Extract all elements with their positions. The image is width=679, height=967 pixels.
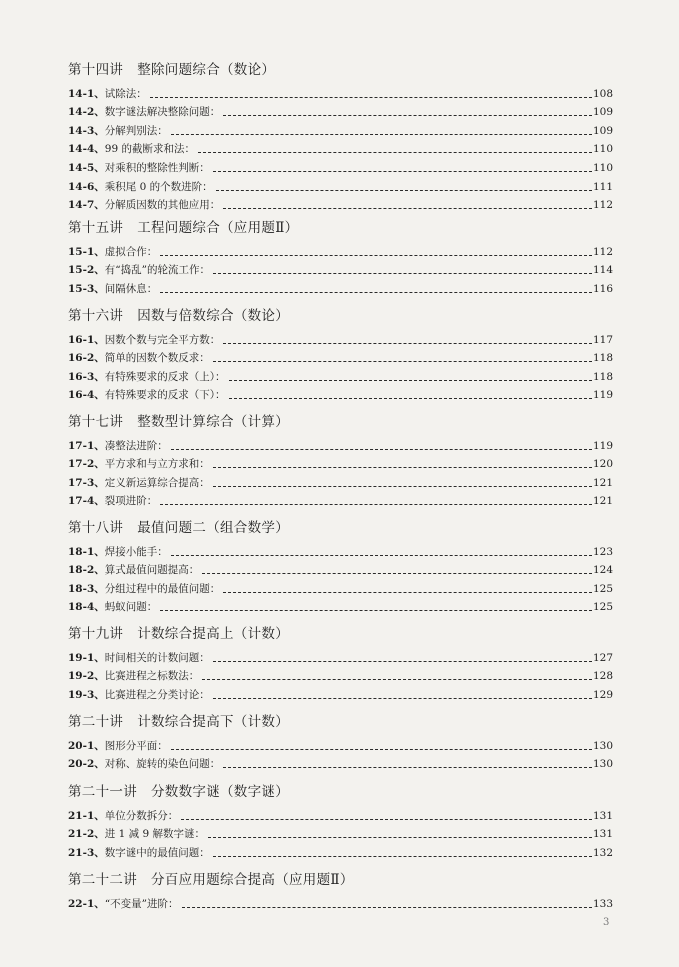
dot-leader [213, 661, 592, 662]
dot-leader [160, 610, 592, 611]
toc-entry[interactable] [68, 683, 613, 702]
entry-page: 120 [592, 458, 613, 471]
entry-number: 17-2、 [68, 458, 105, 471]
entry-number: 16-1、 [68, 333, 105, 346]
lecture-title: 工程问题综合（应用题Ⅱ） [137, 220, 299, 236]
entry-page: 133 [592, 897, 613, 910]
entry-title: 对称、旋转的染色问题： [104, 758, 221, 771]
entry-number: 14-1、 [68, 87, 105, 100]
entry-title: 凑整法进阶： [104, 439, 168, 452]
dot-leader [223, 115, 592, 116]
toc-entry[interactable] [68, 434, 613, 453]
entry-page: 128 [592, 670, 613, 683]
entry-number: 21-3、 [68, 846, 105, 859]
lecture-number: 第二十讲 [68, 714, 124, 730]
toc-entry[interactable] [68, 471, 613, 490]
entry-title: 因数个数与完全平方数： [104, 333, 221, 346]
entry-page: 110 [592, 143, 613, 156]
entry-title: 蚂蚁问题： [104, 601, 158, 614]
toc-section [68, 218, 613, 296]
dot-leader [223, 343, 592, 344]
entry-number: 19-3、 [68, 688, 105, 701]
toc-entry[interactable] [68, 365, 613, 384]
dot-leader [160, 504, 592, 505]
section-heading [68, 518, 613, 538]
entry-title: 有“捣乱”的轮流工作： [104, 264, 211, 277]
toc-entry[interactable] [68, 101, 613, 120]
lecture-title: 分百应用题综合提高（应用题Ⅱ） [151, 872, 354, 888]
entry-number: 21-2、 [68, 828, 105, 841]
entry-number: 15-1、 [68, 245, 105, 258]
entry-page: 121 [592, 476, 613, 489]
entry-number: 15-2、 [68, 264, 105, 277]
entry-title: 数字谜法解决整除问题： [104, 106, 221, 119]
toc-section [68, 870, 613, 911]
dot-leader [213, 856, 592, 857]
lecture-title: 计数综合提高下（计数） [137, 714, 290, 730]
entry-page: 117 [592, 333, 613, 346]
entry-title: 分解判别法： [104, 124, 168, 137]
toc-entry[interactable] [68, 596, 613, 615]
dot-leader [171, 134, 592, 135]
toc-entry[interactable] [68, 119, 613, 138]
entry-number: 14-3、 [68, 124, 105, 137]
toc-entry[interactable] [68, 753, 613, 772]
entry-number: 15-3、 [68, 282, 105, 295]
toc-section [68, 60, 613, 212]
entry-number: 17-4、 [68, 495, 105, 508]
toc-entry[interactable] [68, 804, 613, 823]
entry-number: 18-1、 [68, 545, 105, 558]
entry-title: 有特殊要求的反求（上）： [104, 370, 226, 383]
entry-title: 简单的因数个数反求： [104, 352, 210, 365]
lecture-title: 分数数字谜（数字谜） [151, 784, 289, 800]
entry-title: 裂项进阶： [104, 495, 158, 508]
dot-leader [213, 273, 592, 274]
lecture-title: 因数与倍数综合（数论） [137, 308, 290, 324]
section-heading [68, 306, 613, 326]
entry-number: 14-4、 [68, 143, 105, 156]
section-heading [68, 870, 613, 890]
entry-title: 时间相关的计数问题： [104, 651, 210, 664]
entry-page: 121 [592, 495, 613, 508]
toc-entry[interactable] [68, 347, 613, 366]
dot-leader [150, 97, 592, 98]
dot-leader [213, 171, 592, 172]
entry-page: 111 [592, 180, 613, 193]
section-heading [68, 712, 613, 732]
entry-number: 19-1、 [68, 651, 105, 664]
lecture-number: 第二十二讲 [68, 872, 137, 888]
toc-entry[interactable] [68, 665, 613, 684]
dot-leader [216, 190, 592, 191]
entry-page: 109 [592, 106, 613, 119]
entry-number: 14-6、 [68, 180, 105, 193]
entry-number: 14-7、 [68, 199, 105, 212]
entry-page: 124 [592, 564, 613, 577]
toc-entry[interactable] [68, 540, 613, 559]
entry-title: 间隔休息： [104, 282, 158, 295]
entry-page: 110 [592, 161, 613, 174]
toc-entry[interactable] [68, 453, 613, 472]
entry-page: 109 [592, 124, 613, 137]
toc-entry[interactable] [68, 328, 613, 347]
entry-title: 比赛进程之分类讨论： [104, 688, 210, 701]
entry-page: 112 [592, 199, 613, 212]
dot-leader [160, 255, 592, 256]
lecture-title: 整除问题综合（数论） [137, 62, 276, 78]
toc-entry[interactable] [68, 577, 613, 596]
dot-leader [181, 819, 592, 820]
dot-leader [213, 467, 592, 468]
toc-section [68, 624, 613, 702]
dot-leader [202, 679, 592, 680]
dot-leader [171, 555, 592, 556]
toc-entry[interactable] [68, 490, 613, 509]
entry-page: 112 [592, 245, 613, 258]
entry-title: 分解质因数的其他应用： [104, 199, 221, 212]
entry-number: 14-5、 [68, 161, 105, 174]
entry-title: 比赛进程之标数法： [104, 670, 200, 683]
entry-number: 16-3、 [68, 370, 105, 383]
section-heading [68, 624, 613, 644]
lecture-title: 整数型计算综合（计算） [137, 414, 290, 430]
dot-leader [202, 573, 592, 574]
entry-title: 图形分平面： [104, 739, 168, 752]
entry-number: 18-2、 [68, 564, 105, 577]
toc-entry[interactable] [68, 82, 613, 101]
section-heading [68, 782, 613, 802]
entry-number: 20-1、 [68, 739, 105, 752]
entry-page: 116 [592, 282, 613, 295]
entry-page: 123 [592, 545, 613, 558]
toc-entry[interactable] [68, 277, 613, 296]
dot-leader [213, 361, 592, 362]
toc-section [68, 518, 613, 614]
toc-entry[interactable] [68, 138, 613, 157]
entry-title: 算式最值问题提高： [104, 564, 200, 577]
dot-leader [223, 767, 592, 768]
lecture-number: 第十八讲 [68, 520, 124, 536]
dot-leader [171, 449, 592, 450]
entry-page: 119 [592, 389, 613, 402]
toc-entry[interactable] [68, 892, 613, 911]
section-heading [68, 412, 613, 432]
entry-page: 131 [592, 809, 613, 822]
entry-title: 99 的截断求和法： [104, 143, 195, 156]
toc-entry[interactable] [68, 841, 613, 860]
toc-entry[interactable] [68, 646, 613, 665]
lecture-number: 第十九讲 [68, 626, 124, 642]
lecture-number: 第十五讲 [68, 220, 124, 236]
entry-number: 17-1、 [68, 439, 105, 452]
toc-section [68, 412, 613, 508]
lecture-number: 第二十一讲 [68, 784, 137, 800]
entry-number: 22-1、 [68, 897, 105, 910]
lecture-number: 第十四讲 [68, 62, 124, 78]
entry-page: 131 [592, 828, 613, 841]
entry-title: 虚拟合作： [104, 245, 158, 258]
entry-number: 16-4、 [68, 389, 105, 402]
dot-leader [198, 152, 592, 153]
dot-leader [229, 380, 592, 381]
entry-page: 130 [592, 758, 613, 771]
dot-leader [171, 749, 592, 750]
toc-entry[interactable] [68, 823, 613, 842]
entry-title: 数字谜中的最值问题： [104, 846, 210, 859]
entry-title: 平方求和与立方求和： [104, 458, 210, 471]
entry-page: 130 [592, 739, 613, 752]
toc-entry[interactable] [68, 259, 613, 278]
lecture-number: 第十六讲 [68, 308, 124, 324]
entry-title: 乘积尾 0 的个数进阶： [104, 180, 213, 193]
entry-page: 119 [592, 439, 613, 452]
entry-number: 14-2、 [68, 106, 105, 119]
entry-page: 129 [592, 688, 613, 701]
dot-leader [160, 292, 592, 293]
lecture-number: 第十七讲 [68, 414, 124, 430]
toc-section [68, 306, 613, 402]
entry-page: 114 [592, 264, 613, 277]
entry-title: 分组过程中的最值问题： [104, 582, 221, 595]
entry-number: 21-1、 [68, 809, 105, 822]
dot-leader [182, 907, 592, 908]
toc-entry[interactable] [68, 175, 613, 194]
dot-leader [223, 208, 592, 209]
dot-leader [208, 837, 592, 838]
toc-entry[interactable] [68, 384, 613, 403]
section-heading [68, 60, 613, 80]
toc-entry[interactable] [68, 734, 613, 753]
entry-title: 单位分数拆分： [104, 809, 179, 822]
entry-number: 17-3、 [68, 476, 105, 489]
toc-entry[interactable] [68, 240, 613, 259]
entry-number: 19-2、 [68, 670, 105, 683]
dot-leader [223, 592, 592, 593]
entry-page: 125 [592, 601, 613, 614]
page-number: 3 [603, 917, 610, 928]
entry-page: 108 [592, 87, 613, 100]
entry-title: 定义新运算综合提高： [104, 476, 210, 489]
toc-section [68, 712, 613, 771]
entry-number: 20-2、 [68, 758, 105, 771]
entry-number: 18-3、 [68, 582, 105, 595]
entry-title: 有特殊要求的反求（下）： [104, 389, 226, 402]
dot-leader [213, 698, 592, 699]
entry-title: 对乘积的整除性判断： [104, 161, 210, 174]
entry-title: 试除法： [104, 87, 147, 100]
entry-page: 127 [592, 651, 613, 664]
entry-number: 18-4、 [68, 601, 105, 614]
entry-number: 16-2、 [68, 352, 105, 365]
entry-page: 118 [592, 352, 613, 365]
toc-entry[interactable] [68, 559, 613, 578]
toc-entry[interactable] [68, 156, 613, 175]
section-heading [68, 218, 613, 238]
entry-title: 焊接小能手： [104, 545, 168, 558]
entry-page: 118 [592, 370, 613, 383]
lecture-title: 最值问题二（组合数学） [137, 520, 290, 536]
lecture-title: 计数综合提高上（计数） [137, 626, 290, 642]
toc-section [68, 782, 613, 860]
toc-entry[interactable] [68, 194, 613, 213]
entry-title: 进 1 减 9 解数字谜： [104, 828, 205, 841]
entry-title: “不变量”进阶： [104, 897, 179, 910]
dot-leader [229, 398, 592, 399]
entry-page: 132 [592, 846, 613, 859]
dot-leader [213, 486, 592, 487]
entry-page: 125 [592, 582, 613, 595]
